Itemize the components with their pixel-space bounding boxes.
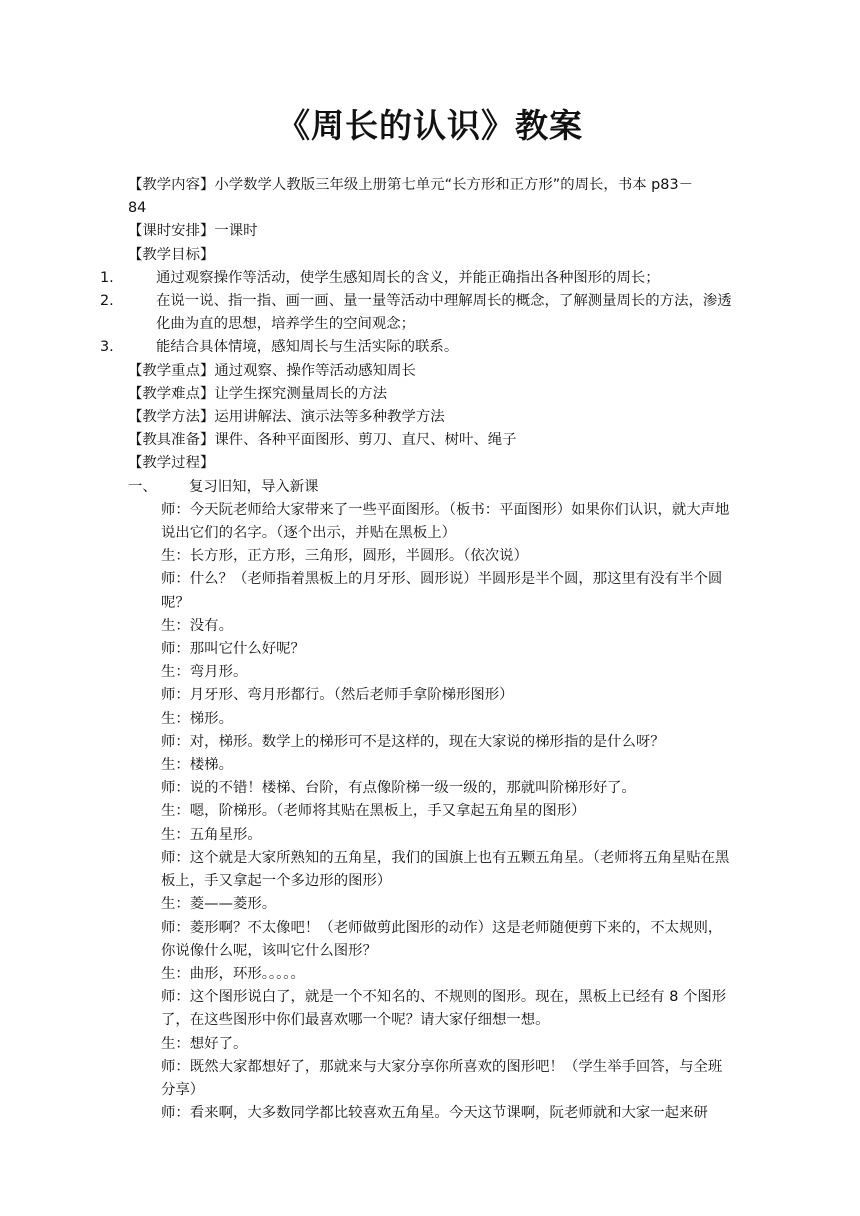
goal-text: 能结合具体情境，感知周长与生活实际的联系。	[156, 339, 459, 356]
dialogue-line: 生：没有。	[161, 617, 233, 634]
section-label: 【教学重点】	[128, 362, 215, 379]
content-line	[128, 174, 734, 197]
section-label: 【教学方法】	[128, 409, 215, 426]
step-text: 复习旧知，导入新课	[189, 478, 319, 495]
dialogue-line: 师：这个就是大家所熟知的五角星，我们的国旗上也有五颗五角星。（老师将五角星贴在黑板上，手又拿起一个多边形的图形）	[161, 849, 730, 890]
goal-item	[100, 267, 734, 290]
dialogue-line: 师：什么？（老师指着黑板上的月牙形、圆形说）半圆形是半个圆，那这里有没有半个圆呢？	[161, 571, 723, 611]
dialogue-line: 师：看来啊，大多数同学都比较喜欢五角星。今天这节课啊，阮老师就和大家一起来研	[161, 1105, 708, 1122]
materials-line	[128, 429, 734, 452]
dialogue-line: 生：长方形，正方形，三角形，圆形，半圆形。（依次说）	[161, 548, 528, 565]
goal-text: 通过观察操作等活动，使学生感知周长的含义，并能正确指出各种图形的周长；	[156, 269, 660, 286]
schedule-text: 一课时	[214, 223, 258, 240]
document-title: 《周长的认识》教案	[277, 106, 583, 145]
dialogue-line: 师：对，梯形。数学上的梯形可不是这样的，现在大家说的梯形指的是什么呀？	[161, 733, 665, 750]
dialogue-line: 生：菱——菱形。	[161, 896, 277, 913]
dialogue-line: 生：曲形，环形。。。。。	[161, 965, 305, 982]
goal-number: 2.	[100, 293, 114, 310]
content-text: 小学数学人教版三年级上册第七单元“长方形和正方形”的周长，书本 p83－	[214, 177, 694, 193]
section-text: 让学生探究测量周长的方法	[214, 385, 388, 402]
document-body	[100, 174, 734, 1125]
dialogue-line: 生：嗯，阶梯形。（老师将其贴在黑板上，手又拿起五角星的图形）	[161, 803, 586, 820]
goal-number: 3.	[100, 339, 114, 356]
dialogue-line: 师：说的不错！楼梯、台阶，有点像阶梯一级一级的，那就叫阶梯形好了。	[161, 780, 636, 797]
difficulty-line	[128, 383, 734, 406]
step-number: 一、	[128, 478, 157, 495]
goal-item	[100, 290, 734, 336]
section-text: 运用讲解法、演示法等多种教学方法	[214, 409, 445, 426]
dialogue-line: 师：菱形啊？不太像吧！（老师做剪此图形的动作）这是老师随便剪下来的，不太规则，你说像什么呢，该叫它什么图形？	[161, 919, 723, 959]
content-line-cont: 84	[128, 200, 147, 217]
dialogue-line: 师：这个图形说白了，就是一个不知名的、不规则的图形。现在，黑板上已经有 8 个图形了，在这些图形中你们最喜欢哪一个呢？请大家仔细想一想。	[161, 989, 727, 1029]
dialogue-line: 生：梯形。	[161, 710, 233, 727]
dialogue-line: 生：弯月形。	[161, 664, 248, 681]
dialogue-line: 生：楼梯。	[161, 757, 233, 774]
dialogue-line: 师：今天阮老师给大家带来了一些平面图形。（板书：平面图形）如果你们认识，就大声地说出它们的名字。（逐个出示，并贴在黑板上）	[161, 501, 730, 542]
section-text: 课件、各种平面图形、剪刀、直尺、树叶、绳子	[214, 432, 517, 449]
process-heading: 【教学过程】	[128, 455, 215, 472]
step-heading	[128, 476, 734, 499]
schedule-label: 【课时安排】	[128, 223, 215, 240]
dialogue-line: 师：既然大家都想好了，那就来与大家分享你所喜欢的图形吧！（学生举手回答，与全班分享）	[161, 1058, 723, 1098]
dialogue-line: 生：五角星形。	[161, 826, 262, 843]
content-label: 【教学内容】	[128, 177, 215, 193]
goal-item	[100, 336, 734, 359]
section-text: 通过观察、操作等活动感知周长	[214, 362, 416, 379]
dialogue-line: 师：那叫它什么好呢？	[161, 641, 305, 658]
goal-number: 1.	[100, 269, 114, 286]
key-points-line	[128, 360, 734, 383]
goal-text: 在说一说、指一指、画一画、量一量等活动中理解周长的概念，了解测量周长的方法，渗透化曲为直的思想，培养学生的空间观念；	[156, 293, 732, 333]
section-label: 【教学难点】	[128, 385, 215, 402]
section-label: 【教具准备】	[128, 432, 215, 449]
method-line	[128, 406, 734, 429]
schedule-line	[128, 220, 734, 243]
dialogue-line: 师：月牙形、弯月形都行。（然后老师手拿阶梯形图形）	[161, 687, 514, 704]
goals-heading: 【教学目标】	[128, 246, 215, 263]
dialogue-line: 生：想好了。	[161, 1035, 248, 1052]
